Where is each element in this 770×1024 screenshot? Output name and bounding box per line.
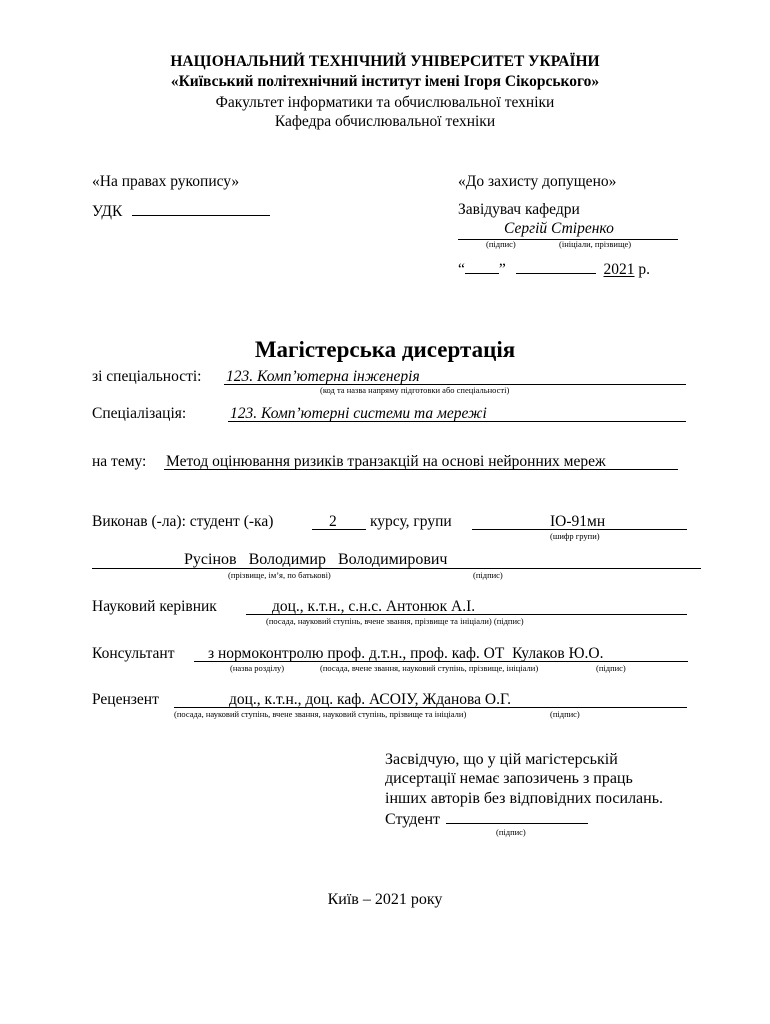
udk-line xyxy=(92,200,270,221)
reviewer-caption: (посада, науковий ступінь, вчене звання, науковий ступінь, прізвище та ініціали) xyxy=(174,709,467,719)
footer-city-year: Київ – 2021 року xyxy=(327,891,443,908)
udk-blank xyxy=(132,200,270,216)
consultant-line xyxy=(194,644,688,662)
group-line xyxy=(472,512,687,530)
reviewer-sign-caption: (підпис) xyxy=(550,709,580,719)
consultant-value: з нормоконтролю проф. д.т.н., проф. каф. ОТ Кулаков Ю.О. xyxy=(208,645,604,662)
approval-date-line xyxy=(458,258,650,279)
course-line xyxy=(312,512,366,530)
topic-label: на тему: xyxy=(92,453,147,470)
specialty-caption: (код та назва напряму підготовки або спеціальності) xyxy=(320,385,510,395)
specialization-line xyxy=(228,404,686,422)
declaration-student-label: Студент xyxy=(385,811,441,828)
supervisor-value: доц., к.т.н., с.н.с. Антонюк А.І. xyxy=(272,598,476,615)
reviewer-value: доц., к.т.н., доц. каф. АСОІУ, Жданова О.Г. xyxy=(229,691,512,708)
declaration-line-3: інших авторів без відповідних посилань. xyxy=(385,790,664,807)
declaration-line-1: Засвідчую, що у цій магістерській xyxy=(385,751,618,768)
topic-line xyxy=(164,452,678,470)
quote-open: “ xyxy=(458,261,465,278)
specialty-value: 123. Комп’ютерна інженерія xyxy=(226,368,420,385)
supervisor-caption: (посада, науковий ступінь, вчене звання, прізвище та ініціали) (підпис) xyxy=(266,616,524,626)
consultant-caption-section: (назва розділу) xyxy=(230,663,285,673)
group-value: ІО-91мн xyxy=(550,513,606,530)
topic-value: Метод оцінювання ризиків транзакцій на основі нейронних мереж xyxy=(166,453,606,470)
specialty-label: зі спеціальності: xyxy=(92,368,202,385)
student-name-line xyxy=(92,550,701,569)
month-blank xyxy=(516,258,596,274)
faculty-name: Факультет інформатики та обчислювальної техніки xyxy=(215,94,555,111)
approval-year: 2021 xyxy=(603,261,635,278)
department-name: Кафедра обчислювальної техніки xyxy=(274,113,496,130)
student-prefix: Виконав (-ла): студент (-ка) xyxy=(92,513,274,530)
head-name: Сергій Стіренко xyxy=(504,220,614,237)
student-name-caption: (прізвище, ім’я, по батькові) xyxy=(228,570,331,580)
institute-name: «Київський політехнічний інститут імені Ігоря Сікорського» xyxy=(170,73,600,90)
specialty-line xyxy=(224,367,686,385)
admitted-note: «До захисту допущено» xyxy=(458,173,617,190)
reviewer-line xyxy=(174,690,687,708)
reviewer-label: Рецензент xyxy=(92,691,159,708)
head-of-department-label: Завідувач кафедри xyxy=(458,201,580,218)
caption-initials: (ініціали, прізвище) xyxy=(559,239,632,249)
year-suffix: р. xyxy=(638,261,651,278)
udk-label: УДК xyxy=(92,203,123,220)
caption-signature: (підпис) xyxy=(486,239,516,249)
consultant-caption-sign: (підпис) xyxy=(596,663,626,673)
student-name: Русінов Володимир Володимирович xyxy=(184,551,448,568)
declaration-student-line xyxy=(385,808,588,830)
declaration-sign-blank xyxy=(446,808,588,824)
consultant-caption-info: (посада, вчене звання, науковий ступінь, прізвище, ініціали) xyxy=(320,663,539,673)
day-blank xyxy=(465,258,499,274)
university-name: НАЦІОНАЛЬНИЙ ТЕХНІЧНИЙ УНІВЕРСИТЕТ УКРАЇНИ xyxy=(170,53,600,70)
declaration-sign-caption: (підпис) xyxy=(496,827,526,837)
specialization-label: Спеціалізація: xyxy=(92,405,187,422)
group-caption: (шифр групи) xyxy=(550,531,600,541)
document-title: Магістерська дисертація xyxy=(254,337,516,362)
consultant-label: Консультант xyxy=(92,645,175,662)
quote-close: ” xyxy=(498,261,506,278)
supervisor-line xyxy=(246,597,687,615)
declaration-line-2: дисертації немає запозичень з праць xyxy=(385,770,633,787)
student-sign-caption: (підпис) xyxy=(473,570,503,580)
course-value: 2 xyxy=(329,513,337,530)
manuscript-note: «На правах рукопису» xyxy=(92,173,240,190)
course-group-label: курсу, групи xyxy=(370,513,452,530)
specialization-value: 123. Комп’ютерні системи та мережі xyxy=(230,405,487,422)
supervisor-label: Науковий керівник xyxy=(92,598,217,615)
head-signature-line xyxy=(458,219,678,240)
